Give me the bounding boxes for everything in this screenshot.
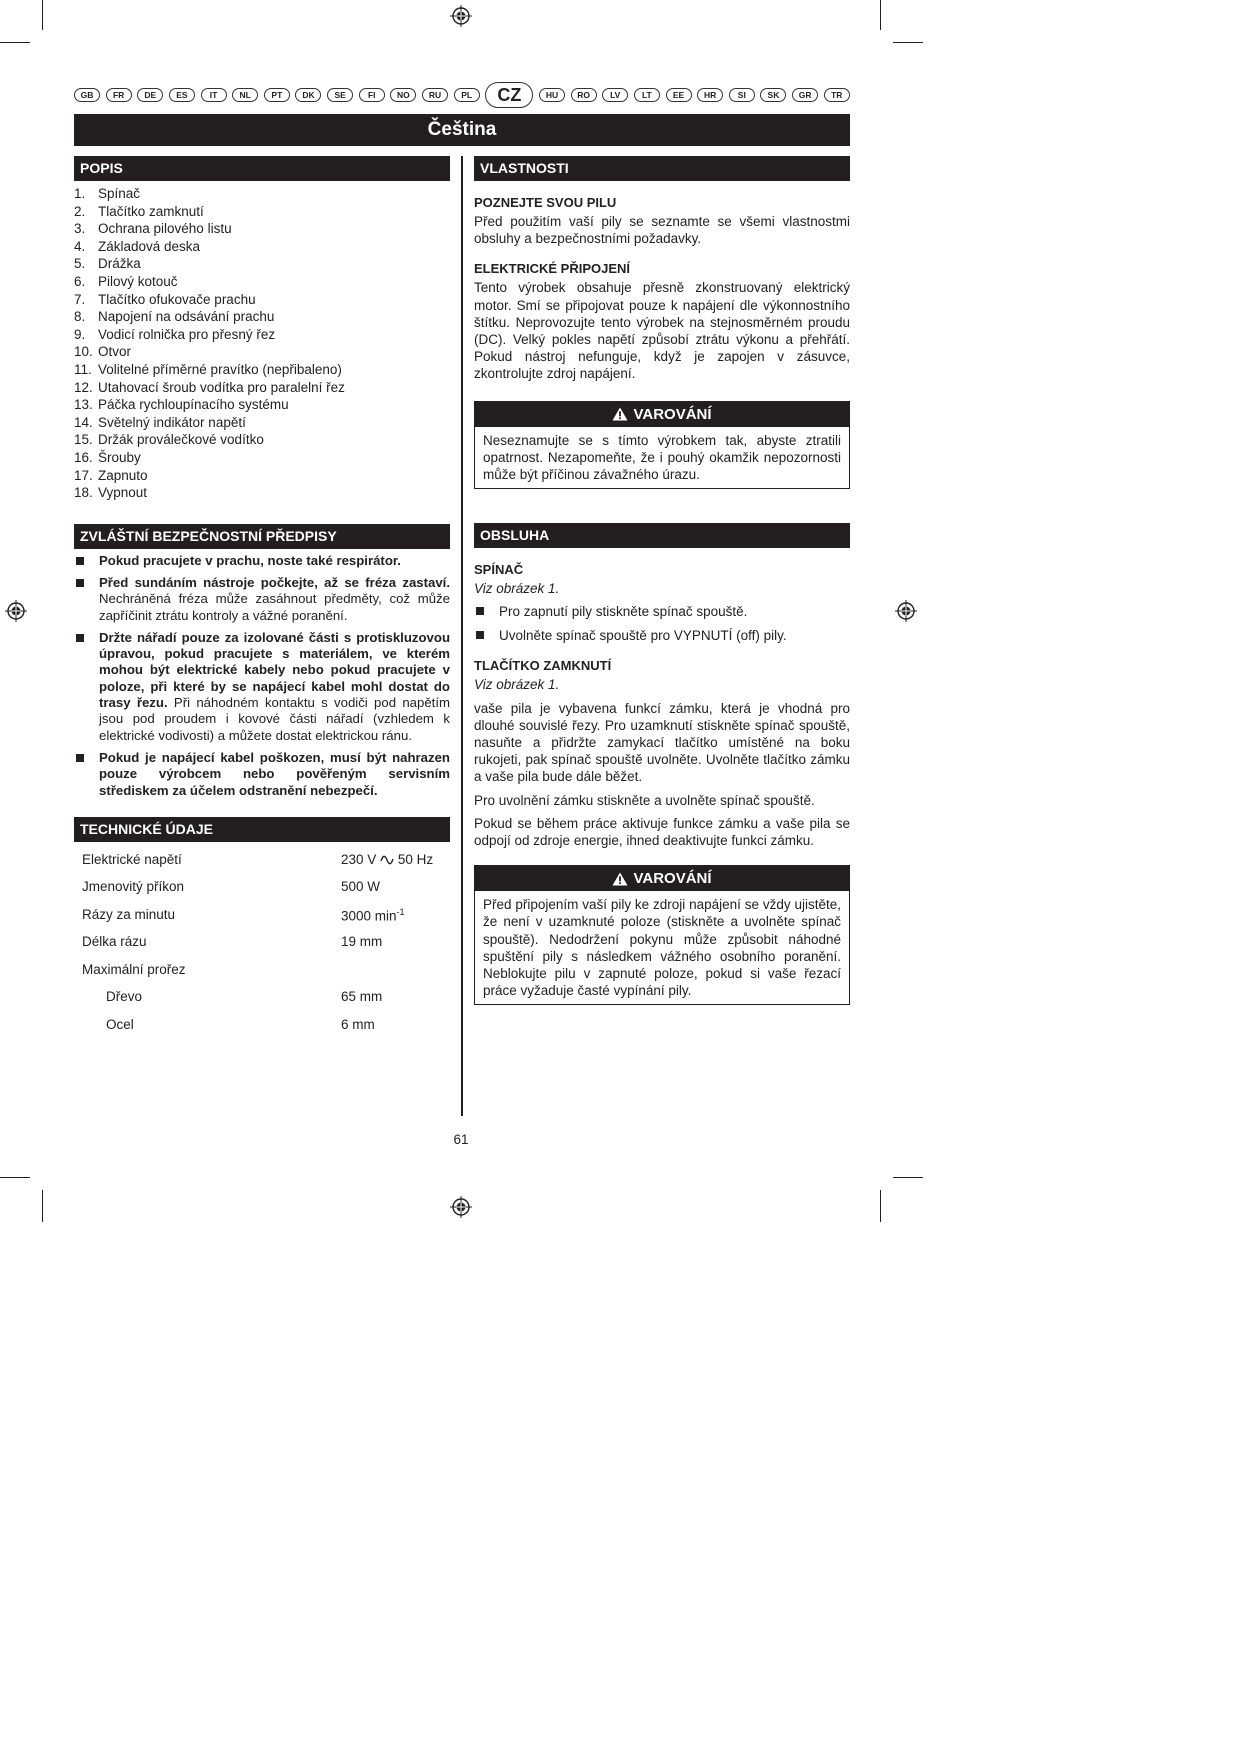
subsection-title: TLAČÍTKO ZAMKNUTÍ: [474, 658, 612, 674]
item-number: 7.: [74, 291, 86, 307]
language-sk: SK: [760, 88, 786, 102]
warning-text: Neseznamujte se s tímto výrobkem tak, abyste ztratili opatrnost. Nezapomeňte, že i pouhý okamžik nepozornosti může být příčinou závažného úrazu.: [483, 432, 841, 483]
normal-text: Při náhodném kontaktu s vodiči pod napětím jsou pod proudem i kovové části nářadí (vzhledem k elektrické vodivosti) a můžete dostat elektrickou ránu.: [99, 695, 450, 743]
paragraph: Tento výrobek obsahuje přesně zkonstruovaný elektrický motor. Smí se připojovat pouze k napájení dle výkonnostního štítku. Neprovozujte tento výrobek na stejnosměrném proudu (DC). Velký pokles napětí způsobí ztrátu výkonu a přehřátí. Pokud nástroj nefunguje, když je zapojen v zásuvce, zkontrolujte zdroj napájení.: [474, 280, 850, 382]
ac-wave-icon: [380, 855, 394, 865]
language-dk: DK: [295, 88, 321, 102]
item-text: Tlačítko ofukovače prachu: [98, 291, 256, 307]
list-item-text: Uvolněte spínač spouště pro VYPNUTÍ (off) pily.: [499, 628, 787, 644]
spec-value: 230 V: [341, 851, 377, 867]
language-de: DE: [137, 88, 163, 102]
list-item: [74, 414, 450, 432]
crop-mark: [880, 0, 881, 30]
language-si: SI: [729, 88, 755, 102]
item-text: Vypnout: [98, 485, 148, 501]
list-item: [74, 484, 450, 502]
list-item: [74, 575, 450, 624]
paragraph: Před použitím vaší pily se seznamte se všemi vlastnostmi obsluhy a bezpečnostními požadavky.: [474, 214, 850, 247]
list-item: [74, 220, 450, 238]
section-heading-obsluha: OBSLUHA: [474, 523, 850, 548]
section-heading-tech: TECHNICKÉ ÚDAJE: [74, 817, 450, 842]
item-number: 4.: [74, 238, 86, 254]
item-number: 5.: [74, 256, 86, 272]
language-hu: HU: [539, 88, 565, 102]
crop-mark: [893, 42, 923, 43]
crop-mark: [0, 42, 30, 43]
spec-value: 3000 min: [341, 908, 397, 924]
item-text: Držák proválečkové vodítko: [98, 432, 264, 448]
item-text: Světelný indikátor napětí: [98, 414, 246, 430]
crop-mark: [880, 1190, 881, 1222]
list-item: [474, 603, 850, 620]
warning-title: VAROVÁNÍ: [633, 870, 712, 888]
item-number: 10.: [74, 344, 93, 360]
warning-text: Před připojením vaší pily ke zdroji napájení se vždy ujistěte, že není v uzamknuté poloze (stiskněte a uvolněte spínač spouště). Nedodržení pokynu může způsobit náhodné spuštění pily s následkem vážného osobního poranění. Neblokujte pilu v zapnuté poloze, pokud si vaše řezací práce vyžaduje časté vypínání pily.: [483, 897, 841, 999]
list-item: [74, 255, 450, 273]
spec-cell: [341, 879, 450, 907]
language-lt: LT: [634, 88, 660, 102]
spec-label: Maximální prořez: [82, 961, 186, 977]
spec-unit-exponent: -1: [396, 906, 405, 917]
crop-mark: [893, 1177, 923, 1178]
item-text: Drážka: [98, 256, 141, 272]
safety-list: [74, 553, 450, 799]
spec-value: 19 mm: [341, 934, 383, 950]
spec-cell: [341, 1017, 450, 1045]
list-item: [74, 396, 450, 414]
switch-steps: [474, 603, 850, 644]
subsection-title: SPÍNAČ: [474, 562, 524, 578]
item-text: Volitelné příměrné pravítko (nepřibaleno): [98, 361, 342, 377]
list-item: [474, 627, 850, 644]
item-text: Spínač: [98, 186, 141, 201]
warning-header: [475, 402, 849, 427]
paragraph: Pokud se během práce aktivuje funkce zámku a vaše pila se odpojí od zdroje energie, ihned deaktivujte funkci zámku.: [474, 815, 850, 849]
warning-triangle-icon: [612, 407, 628, 421]
spec-label: Jmenovitý příkon: [82, 879, 185, 895]
item-number: 14.: [74, 414, 93, 430]
list-item: [74, 361, 450, 379]
spec-cell: [341, 934, 450, 962]
item-text: Pilový kotouč: [98, 273, 178, 289]
list-item: [74, 750, 450, 799]
item-number: 13.: [74, 397, 93, 413]
language-ee: EE: [666, 88, 692, 102]
item-text: Utahovací šroub vodítka pro paralelní řez: [98, 379, 345, 395]
item-text: Tlačítko zamknutí: [98, 203, 204, 219]
language-fi: FI: [359, 88, 385, 102]
table-row: [74, 852, 450, 880]
item-number: 11.: [74, 361, 92, 377]
list-item: [74, 273, 450, 291]
registration-mark-icon: [450, 1196, 472, 1218]
item-number: 1.: [74, 186, 86, 201]
spec-cell: [341, 852, 450, 880]
list-item: [74, 291, 450, 309]
language-it: IT: [201, 88, 227, 102]
list-item: [74, 431, 450, 449]
right-column: [474, 156, 850, 1039]
language-cz: CZ: [485, 82, 533, 108]
spec-value: 6 mm: [341, 1016, 375, 1032]
table-row: [74, 1017, 450, 1045]
registration-mark-icon: [895, 600, 917, 622]
item-number: 15.: [74, 432, 93, 448]
spec-label: Délka rázu: [82, 934, 147, 950]
warning-box: [474, 401, 850, 490]
table-row: [74, 907, 450, 935]
crop-mark: [42, 0, 43, 30]
spec-cell: [341, 962, 450, 990]
item-number: 9.: [74, 326, 86, 342]
language-es: ES: [169, 88, 195, 102]
spec-label: Ocel: [106, 1016, 134, 1032]
paragraph: vaše pila je vybavena funkcí zámku, která je vhodná pro dlouhé souvislé řezy. Pro uzamknutí stiskněte spínač spouště, nasuňte a přidržte zamykací tlačítko umístěné na boku rukojeti, pak spínač spouště uvolněte. Uvolněte tlačítko zámku a vaše pila bude dále běžet.: [474, 700, 850, 785]
language-lv: LV: [602, 88, 628, 102]
list-item-text: Pro zapnutí pily stiskněte spínač spouště.: [499, 604, 748, 620]
table-row: [74, 879, 450, 907]
language-nl: NL: [232, 88, 258, 102]
parts-list: [74, 185, 450, 502]
item-number: 17.: [74, 467, 93, 483]
spec-value: 500 W: [341, 879, 381, 895]
item-number: 18.: [74, 485, 93, 501]
item-number: 2.: [74, 203, 86, 219]
table-row: [74, 962, 450, 990]
spec-value: 50 Hz: [397, 851, 434, 867]
left-column: [74, 156, 450, 1044]
registration-mark-icon: [5, 600, 27, 622]
item-text: Otvor: [98, 344, 132, 360]
language-pl: PL: [454, 88, 480, 102]
language-gb: GB: [74, 88, 100, 102]
page-title: Čeština: [74, 114, 850, 146]
column-divider: [461, 156, 463, 1116]
bold-text: Držte nářadí pouze za izolované části s protiskluzovou úpravou, pokud pracujete s materiálem, ve kterém mohou být elektrické kabely nebo pokud pracujete v poloze, při které by se napájecí kabel mohl dostat do trasy řezu.: [99, 629, 450, 711]
language-hr: HR: [697, 88, 723, 102]
spec-cell: [341, 989, 450, 1017]
section-heading-vlastnosti: VLASTNOSTI: [474, 156, 850, 181]
language-se: SE: [327, 88, 353, 102]
table-row: [74, 934, 450, 962]
table-row: [74, 989, 450, 1017]
page-number: 61: [453, 1132, 469, 1147]
bold-text: Před sundáním nástroje počkejte, až se fréza zastaví.: [99, 574, 450, 590]
spec-value: 65 mm: [341, 989, 383, 1005]
bold-text: Pokud pracujete v prachu, noste také respirátor.: [99, 552, 401, 568]
language-ru: RU: [422, 88, 448, 102]
spec-label: Elektrické napětí: [82, 851, 182, 867]
language-selector: [74, 82, 850, 108]
warning-title: VAROVÁNÍ: [633, 405, 712, 423]
language-fr: FR: [106, 88, 132, 102]
list-item: [74, 630, 450, 744]
list-item: [74, 308, 450, 326]
item-text: Vodicí rolnička pro přesný řez: [98, 326, 276, 342]
subsection-title: ELEKTRICKÉ PŘIPOJENÍ: [474, 261, 631, 277]
list-item: [74, 553, 450, 569]
list-item: [74, 185, 450, 203]
list-item: [74, 379, 450, 397]
spec-label: Dřevo: [106, 989, 143, 1005]
section-heading-safety: ZVLÁŠTNÍ BEZPEČNOSTNÍ PŘEDPISY: [74, 524, 450, 549]
warning-triangle-icon: [612, 872, 628, 886]
figure-reference: Viz obrázek 1.: [474, 581, 560, 597]
crop-mark: [42, 1190, 43, 1222]
crop-mark: [0, 1177, 30, 1178]
warning-box: [474, 865, 850, 1005]
list-item: [74, 449, 450, 467]
item-number: 16.: [74, 449, 93, 465]
item-number: 12.: [74, 379, 93, 395]
item-number: 3.: [74, 221, 86, 237]
bold-text: Pokud je napájecí kabel poškozen, musí být nahrazen pouze výrobcem nebo pověřeným servisním střediskem za účelem odstranění nebezpečí.: [99, 749, 450, 798]
list-item: [74, 467, 450, 485]
item-number: 8.: [74, 309, 86, 325]
list-item: [74, 326, 450, 344]
normal-text: Nechráněná fréza může zasáhnout předměty, což může zapříčinit ztrátu kontroly a vážné poranění.: [99, 591, 450, 623]
spec-table: [74, 852, 450, 1045]
item-text: Základová deska: [98, 238, 201, 254]
list-item: [74, 238, 450, 256]
item-text: Ochrana pilového listu: [98, 221, 232, 237]
registration-mark-icon: [450, 5, 472, 27]
list-item: [74, 343, 450, 361]
item-text: Zapnuto: [98, 467, 148, 483]
language-gr: GR: [792, 88, 818, 102]
figure-reference: Viz obrázek 1.: [474, 677, 560, 693]
item-text: Páčka rychloupínacího systému: [98, 397, 289, 413]
paragraph: Pro uvolnění zámku stiskněte a uvolněte spínač spouště.: [474, 792, 815, 808]
spec-label: Rázy za minutu: [82, 906, 176, 922]
warning-header: [475, 866, 849, 891]
item-text: Šrouby: [98, 449, 141, 465]
section-heading-popis: POPIS: [74, 156, 450, 181]
language-no: NO: [390, 88, 416, 102]
list-item: [74, 203, 450, 221]
item-text: Napojení na odsávání prachu: [98, 309, 275, 325]
language-pt: PT: [264, 88, 290, 102]
item-number: 6.: [74, 273, 86, 289]
spec-cell: [341, 907, 450, 935]
language-ro: RO: [571, 88, 597, 102]
subsection-title: POZNEJTE SVOU PILU: [474, 195, 617, 210]
language-tr: TR: [824, 88, 850, 102]
